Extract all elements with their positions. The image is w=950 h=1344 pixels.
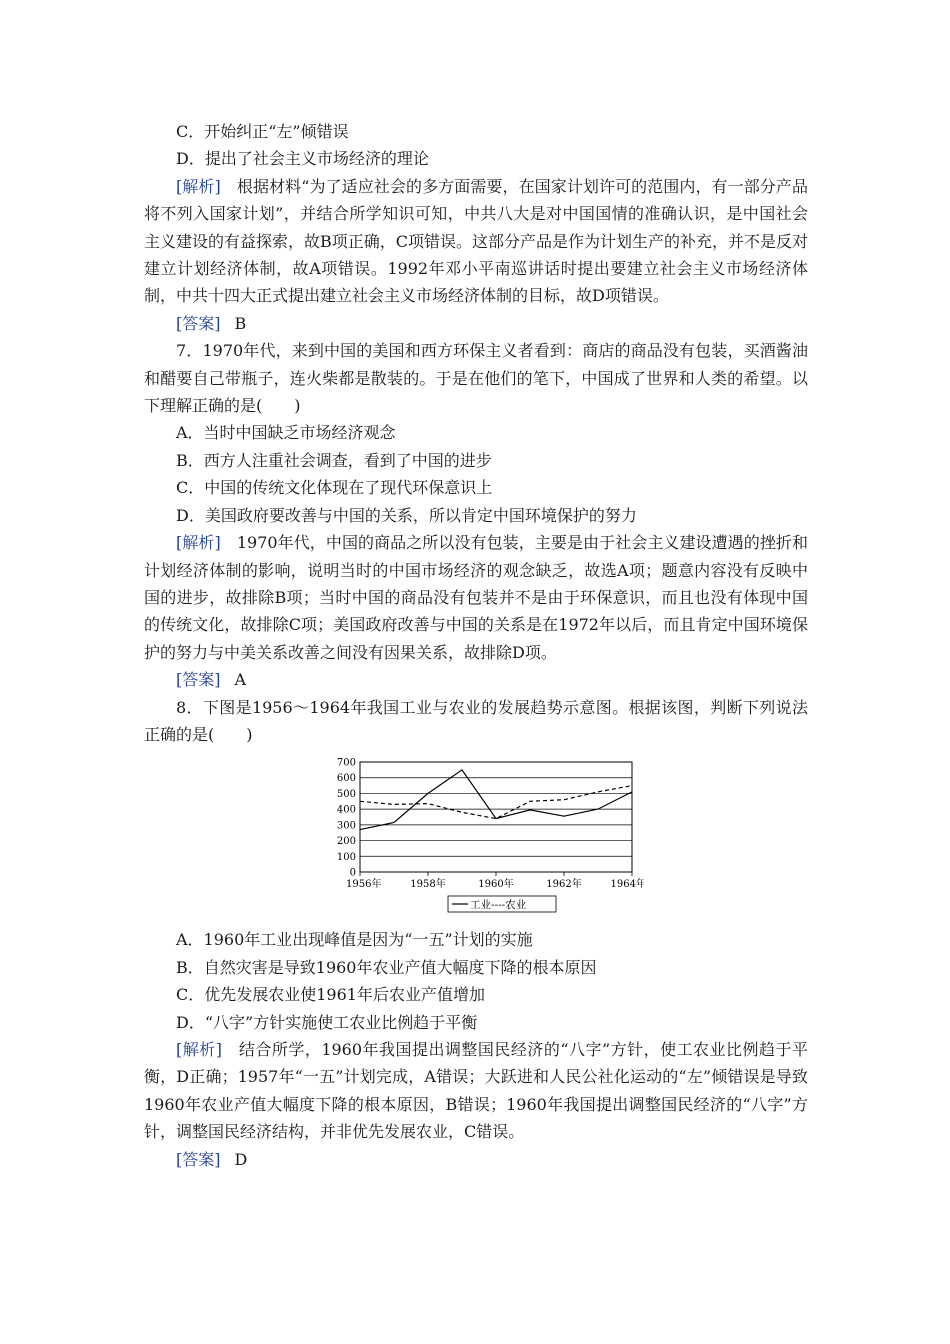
q6-analysis-text: 根据材料“为了适应社会的多方面需要，在国家计划许可的范围内，有一部分产品将不列入国家计划”，并结合所学知识可知，中共八大是对中国国情的准确认识，是中国社会主义建设的有益探索，故B项正确，C项错误。这部分产品是作为计划生产的补充，并不是反对建立计划经济体制，故A项错误。1992年邓小平南巡讲话时提出要建立社会主义市场经济体制，中共十四大正式提出建立社会主义市场经济体制的目标，故D项错误。 (144, 176, 809, 306)
answer-tag: [答案] (176, 313, 221, 333)
q8-chart (144, 754, 808, 916)
q8-stem: 8．下图是1956～1964年我国工业与农业的发展趋势示意图。根据该图，判断下列说法正确的是( ) (144, 697, 808, 744)
chart-legend (448, 896, 556, 912)
q7-option-a: A．当时中国缺乏市场经济观念 (176, 423, 396, 443)
y-tick-label: 300 (336, 820, 356, 832)
x-tick-label: 1962年 (546, 879, 582, 891)
y-tick-label: 700 (336, 757, 356, 769)
q6-option-d: D．提出了社会主义市场经济的理论 (176, 149, 429, 169)
q6-answer (144, 310, 808, 337)
analysis-tag: [解析] (176, 176, 221, 196)
x-tick-label: 1956年 (346, 879, 382, 891)
x-tick-label: 1960年 (478, 879, 514, 891)
analysis-tag: [解析] (176, 1039, 222, 1059)
document-content (144, 118, 808, 1173)
x-tick-label: 1958年 (410, 879, 446, 891)
q6-analysis (144, 173, 808, 310)
agriculture-series-line (360, 786, 632, 819)
q7-answer (144, 666, 808, 693)
q7-option-b: B．西方人注重社会调查，看到了中国的进步 (176, 450, 492, 470)
answer-tag: [答案] (176, 670, 221, 690)
y-tick-label: 0 (349, 867, 356, 879)
y-tick-label: 200 (336, 836, 356, 848)
q7-analysis (144, 529, 808, 666)
q8-answer-value: D (234, 1149, 248, 1169)
q8-option-c: C．优先发展农业使1961年后农业产值增加 (176, 985, 485, 1005)
q7-stem: 7．1970年代，来到中国的美国和西方环保主义者看到：商店的商品没有包装，买酒酱油和醋要自己带瓶子，连火柴都是散装的。于是在他们的笔下，中国成了世界和人类的希望。以下理解正确的是( ) (144, 341, 808, 416)
industry-series-line (360, 770, 632, 830)
q7-option-c: C．中国的传统文化体现在了现代环保意识上 (176, 478, 493, 498)
q6-option-c: C．开始纠正“左”倾错误 (176, 122, 349, 141)
y-tick-label: 100 (336, 852, 356, 864)
q8-option-d: D．“八字”方针实施使工农业比例趋于平衡 (176, 1012, 478, 1032)
answer-tag: [答案] (176, 1149, 221, 1169)
q8-option-a: A．1960年工业出现峰值是因为“一五”计划的实施 (176, 930, 533, 950)
line-chart (314, 754, 644, 914)
q6-answer-value: B (234, 313, 247, 333)
q7-analysis-text: 1970年代，中国的商品之所以没有包装，主要是由于社会主义建设遭遇的挫折和计划经济体制的影响，说明当时的中国市场经济的观念缺乏，故选A项；题意内容没有反映中国的进步，故排除B项；当时中国的商品没有包装并不是由于环保意识，而且也没有体现中国的传统文化，故排除C项；美国政府改善与中国的关系是在1972年以后，而且肯定中国环境保护的努力与中美关系改善之间没有因果关系，故排除D项。 (144, 533, 808, 662)
q7-answer-value: A (234, 670, 247, 690)
y-tick-label: 600 (336, 773, 356, 785)
y-tick-label: 400 (336, 804, 356, 816)
q8-answer (144, 1146, 808, 1173)
y-tick-label: 500 (336, 789, 356, 801)
analysis-tag: [解析] (176, 533, 221, 553)
x-tick-label: 1964年 (610, 879, 644, 891)
q8-analysis-text: 结合所学，1960年我国提出调整国民经济的“八字”方针，使工农业比例趋于平衡，D正确；1957年“一五”计划完成，A错误；大跃进和人民公社化运动的“左”倾错误是导致1960年农业产值大幅度下降的根本原因，B错误；1960年我国提出调整国民经济的“八字”方针，调整国民经济结构，并非优先发展农业，C错误。 (144, 1039, 808, 1142)
q8-option-b: B．自然灾害是导致1960年农业产值大幅度下降的根本原因 (176, 957, 597, 977)
legend-text: 工业----农业 (470, 899, 527, 912)
q7-option-d: D．美国政府要改善与中国的关系，所以肯定中国环境保护的努力 (176, 505, 637, 525)
q8-analysis (144, 1036, 808, 1146)
